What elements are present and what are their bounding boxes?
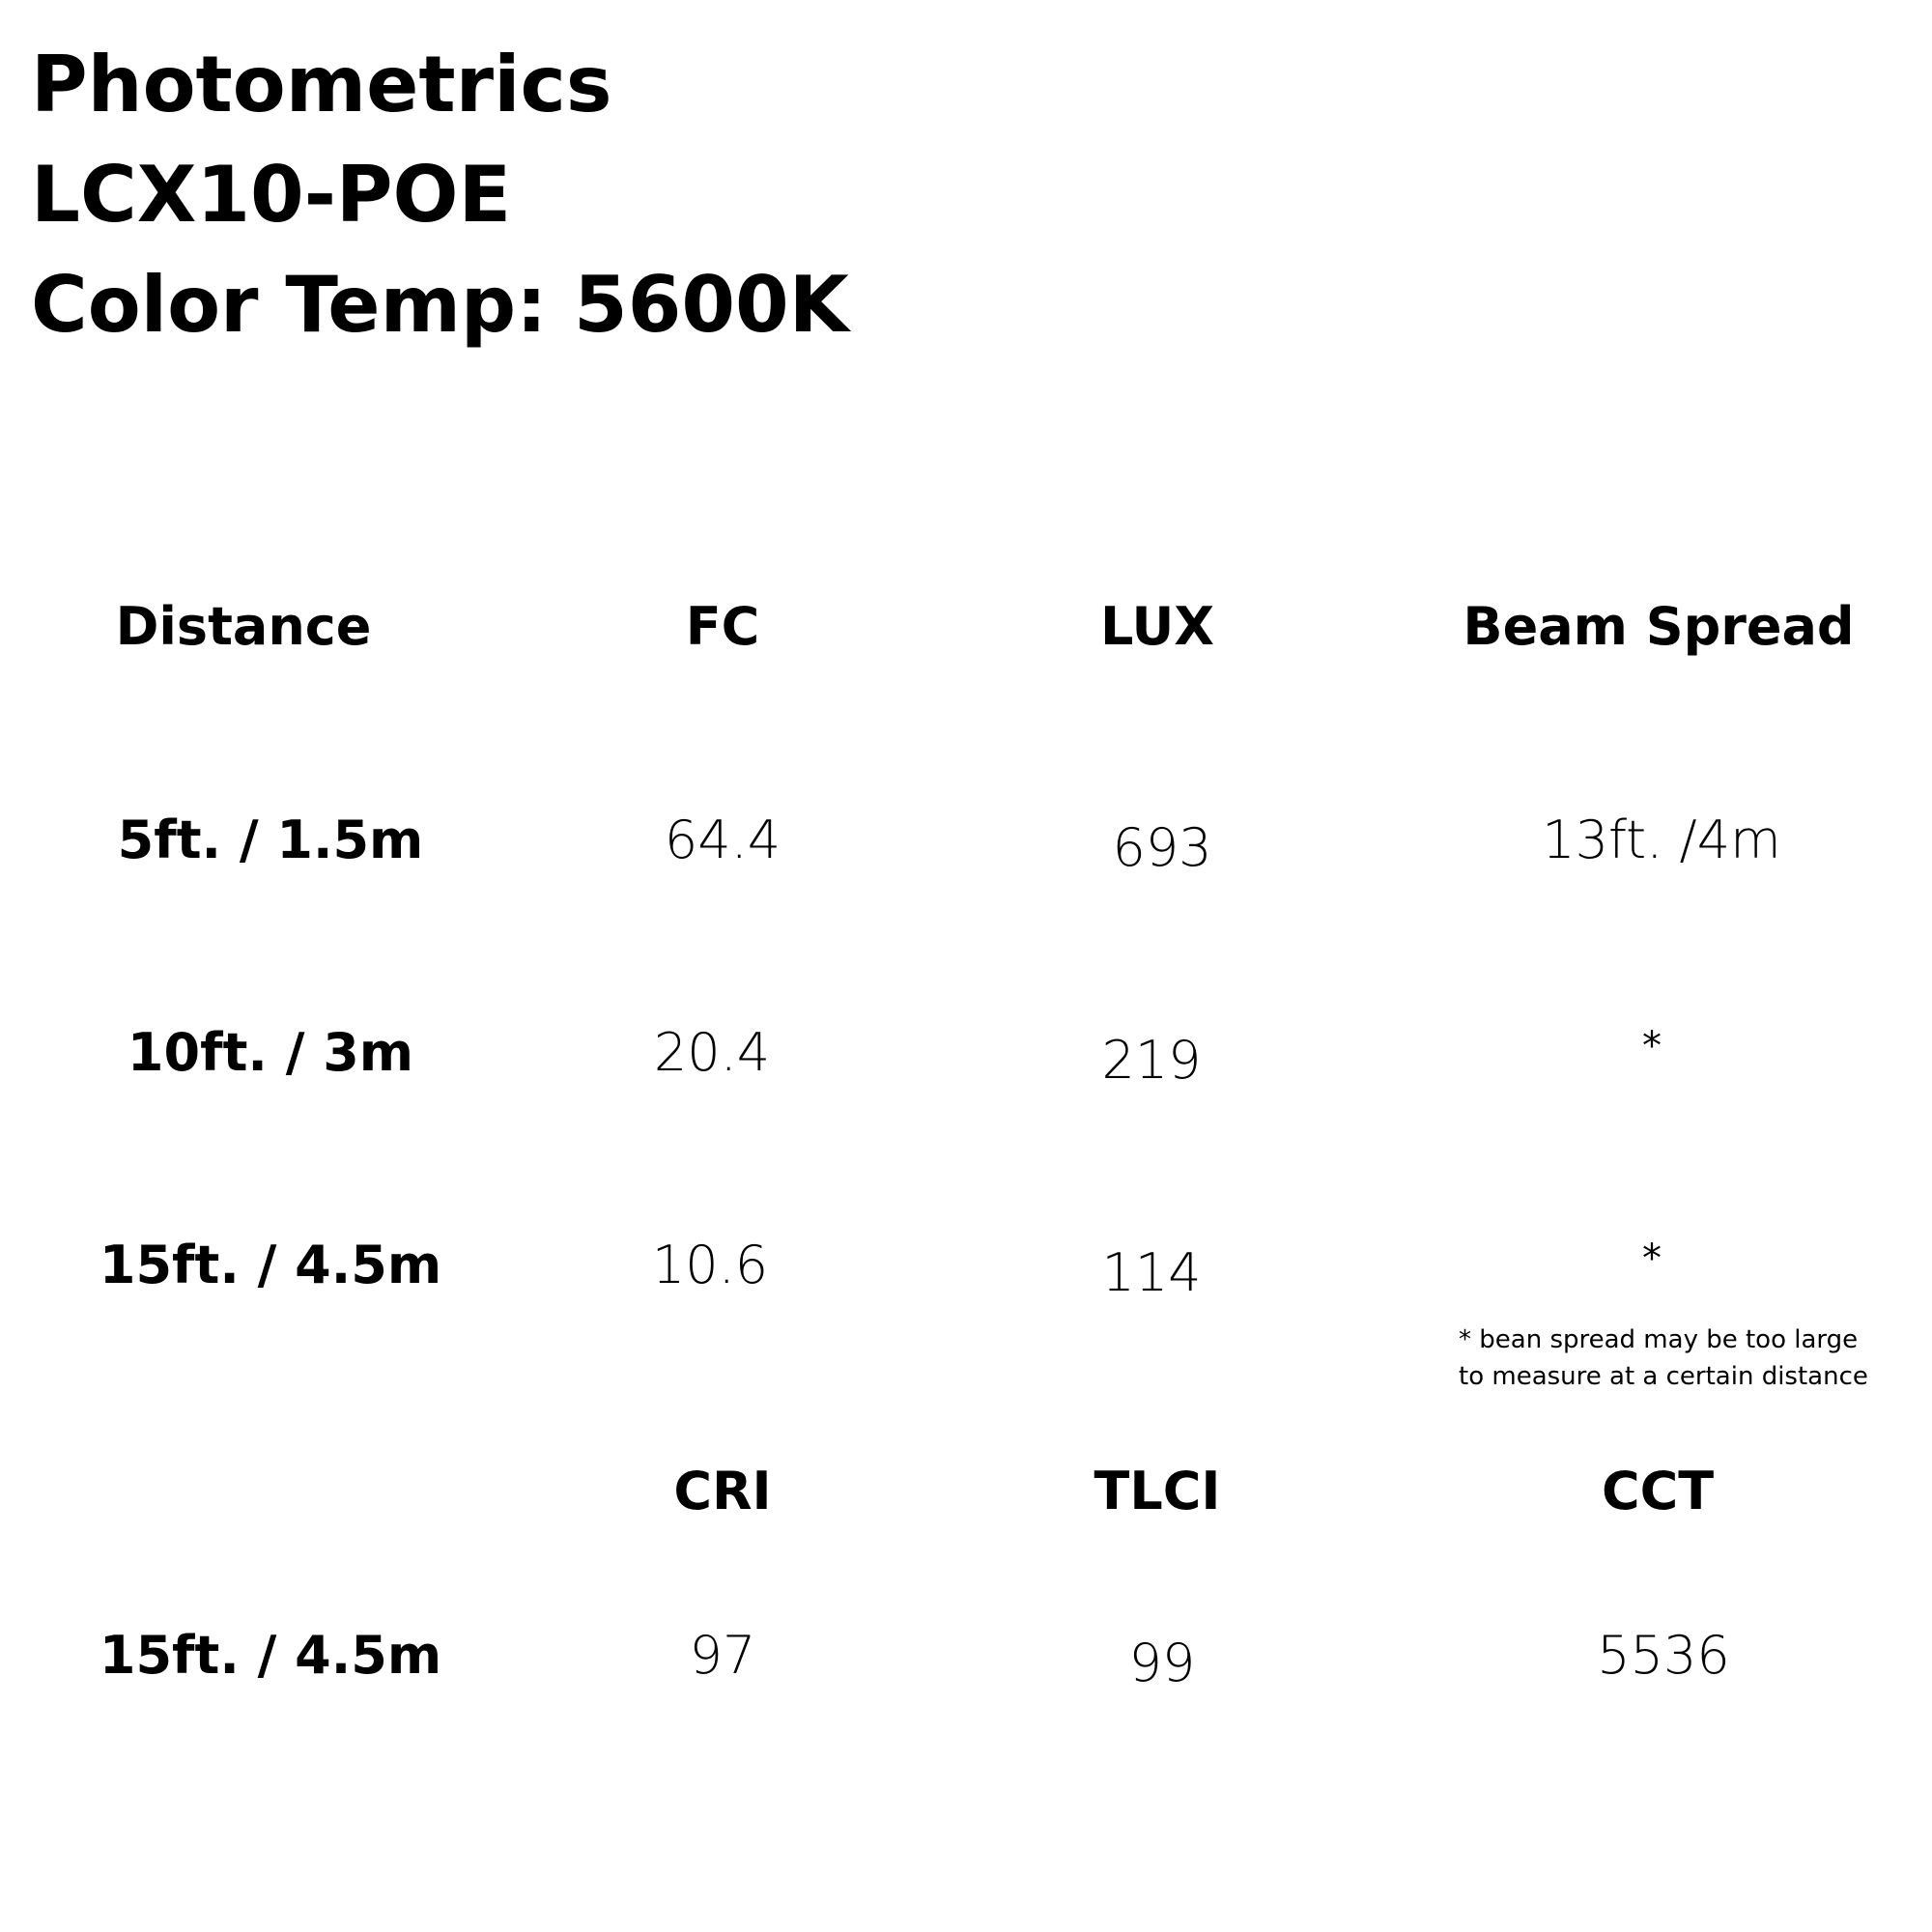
header-cct: CCT: [1601, 1461, 1715, 1521]
page-title-line-2: LCX10-POE: [31, 150, 512, 240]
row-3-lux: 114: [1101, 1242, 1202, 1303]
header-beam-spread: Beam Spread: [1463, 596, 1855, 657]
row-3-beam-spread: *: [1642, 1236, 1662, 1281]
color-row-cct: 5536: [1597, 1625, 1730, 1686]
row-2-beam-spread: *: [1642, 1024, 1662, 1068]
page-title-line-3: Color Temp: 5600K: [31, 260, 849, 350]
row-1-lux: 693: [1112, 817, 1212, 878]
footnote-line-2: to measure at a certain distance: [1459, 1362, 1868, 1391]
row-2-lux: 219: [1101, 1030, 1202, 1091]
header-fc: FC: [685, 596, 760, 657]
header-cri: CRI: [673, 1461, 772, 1521]
row-1-beam-spread: 13ft. /4m: [1542, 810, 1781, 870]
header-tlci: TLCI: [1094, 1461, 1221, 1521]
row-2-fc: 20.4: [653, 1022, 771, 1083]
color-row-tlci: 99: [1128, 1633, 1196, 1693]
page-title-line-1: Photometrics: [31, 40, 612, 129]
color-row-distance: 15ft. / 4.5m: [99, 1625, 442, 1686]
row-1-fc: 64.4: [664, 810, 781, 870]
color-row-cri: 97: [689, 1625, 756, 1686]
footnote-line-1: * bean spread may be too large: [1459, 1325, 1859, 1354]
header-distance: Distance: [115, 596, 372, 657]
header-lux: LUX: [1100, 596, 1214, 657]
row-2-distance: 10ft. / 3m: [127, 1022, 414, 1083]
row-1-distance: 5ft. / 1.5m: [117, 810, 424, 870]
row-3-distance: 15ft. / 4.5m: [99, 1235, 442, 1295]
row-3-fc: 10.6: [651, 1235, 769, 1295]
